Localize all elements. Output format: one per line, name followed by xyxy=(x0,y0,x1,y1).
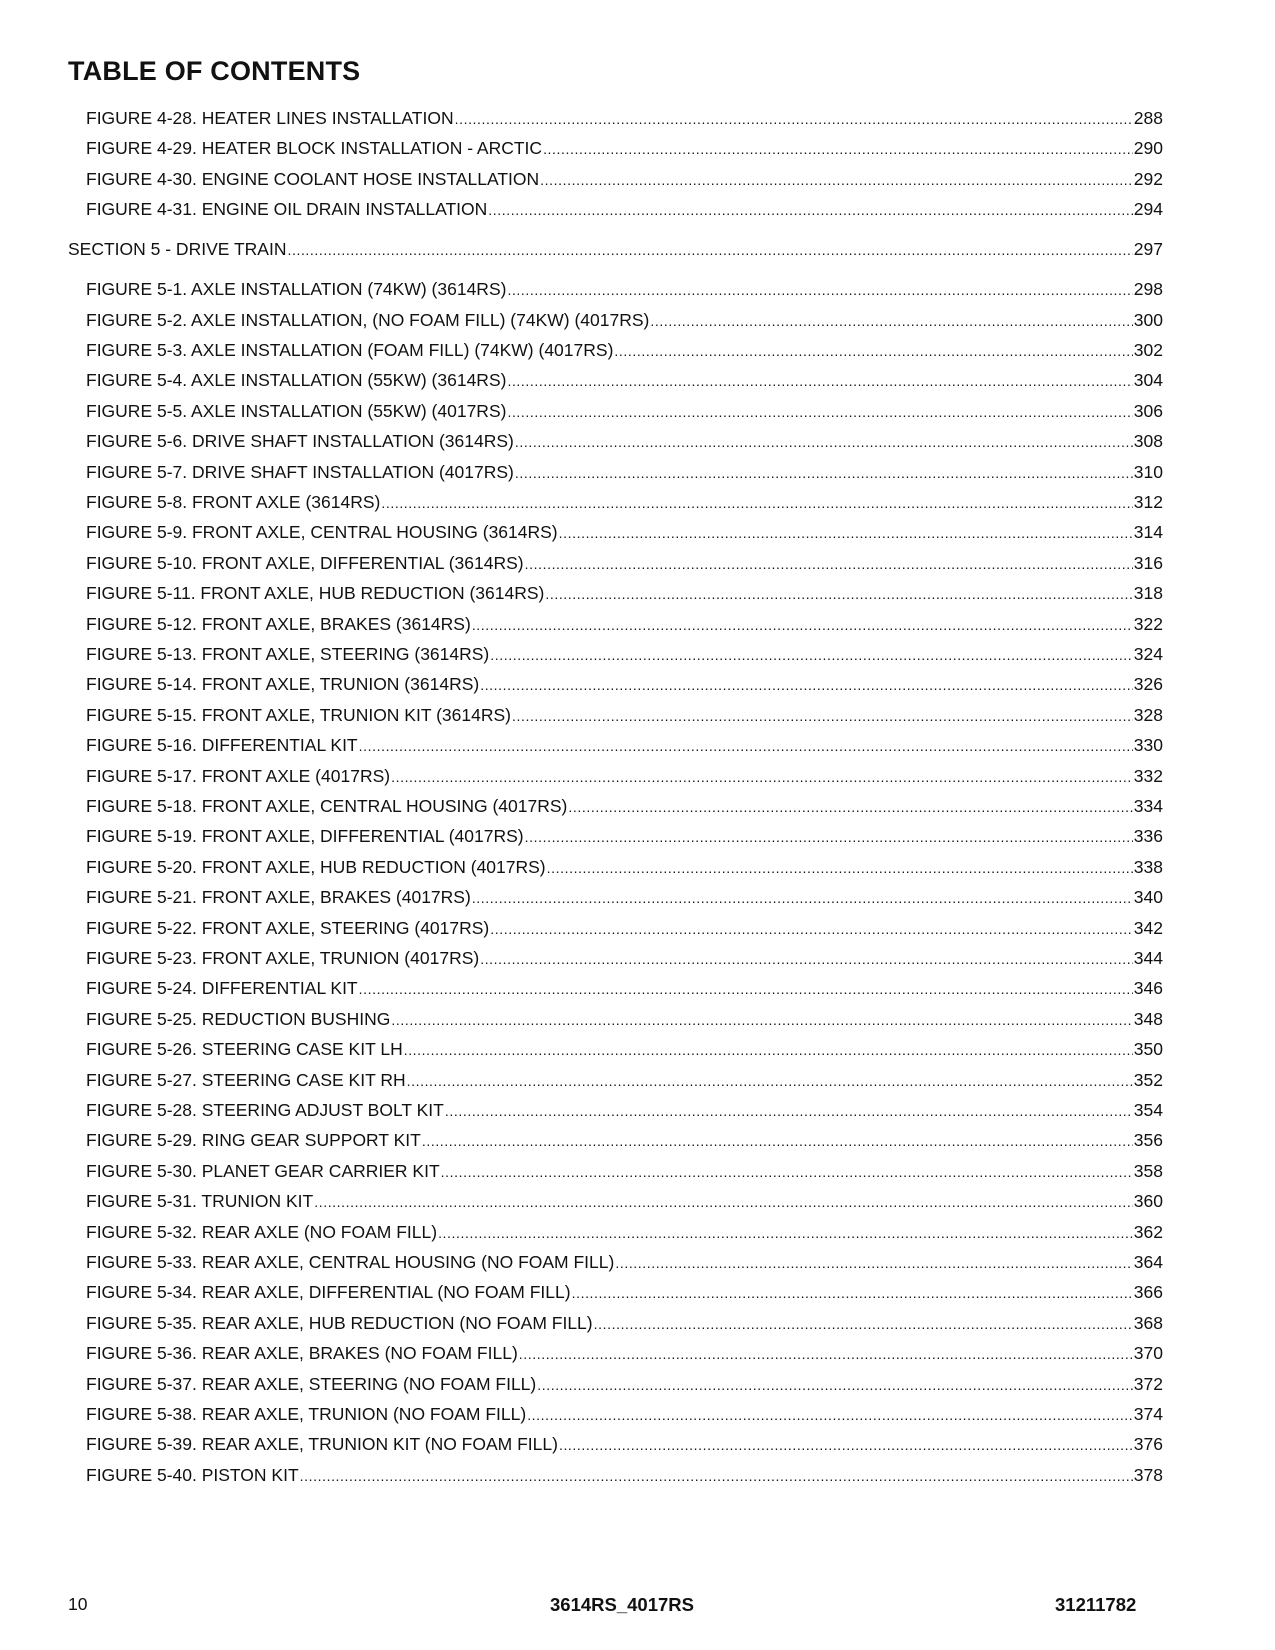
toc-entry-label: SECTION 5 - DRIVE TRAIN xyxy=(68,239,287,260)
toc-entry-label: FIGURE 5-6. DRIVE SHAFT INSTALLATION (3614RS) xyxy=(86,431,514,452)
toc-dot-leader xyxy=(537,1374,1133,1396)
toc-entry-page: 362 xyxy=(1133,1221,1163,1242)
toc-dot-leader xyxy=(472,614,1133,636)
footer-doc-number: 31211782 xyxy=(1055,1594,1137,1615)
toc-figure-entry[interactable] xyxy=(86,734,1163,757)
toc-figure-entry[interactable] xyxy=(86,552,1163,575)
toc-figure-entry[interactable] xyxy=(86,886,1163,909)
toc-dot-leader xyxy=(391,766,1133,788)
toc-entry-label: FIGURE 5-5. AXLE INSTALLATION (55KW) (4017RS) xyxy=(86,400,507,421)
toc-figure-entry[interactable] xyxy=(86,1008,1163,1031)
toc-entry-page: 372 xyxy=(1133,1373,1163,1394)
toc-entry-page: 304 xyxy=(1133,370,1163,391)
toc-entry-label: FIGURE 5-12. FRONT AXLE, BRAKES (3614RS) xyxy=(86,613,471,634)
toc-entry-label: FIGURE 4-29. HEATER BLOCK INSTALLATION - ARCTIC xyxy=(86,138,543,159)
toc-dot-leader xyxy=(422,1130,1133,1152)
toc-entry-page: 366 xyxy=(1133,1282,1163,1303)
toc-dot-leader xyxy=(572,1282,1133,1304)
toc-dot-leader xyxy=(359,735,1133,757)
toc-dot-leader xyxy=(404,1039,1133,1061)
toc-dot-leader xyxy=(287,239,1132,261)
toc-figure-entry[interactable] xyxy=(86,369,1163,392)
toc-dot-leader xyxy=(568,796,1132,818)
toc-figure-entry[interactable] xyxy=(86,430,1163,453)
toc-entry-label: FIGURE 5-20. FRONT AXLE, HUB REDUCTION (4017RS) xyxy=(86,856,546,877)
toc-entry-label: FIGURE 5-7. DRIVE SHAFT INSTALLATION (4017RS) xyxy=(86,461,514,482)
toc-dot-leader xyxy=(527,1404,1133,1426)
toc-entry-page: 342 xyxy=(1133,917,1163,938)
toc-dot-leader xyxy=(615,1252,1132,1274)
toc-dot-leader xyxy=(381,492,1132,514)
toc-figure-entry[interactable] xyxy=(86,825,1163,848)
toc-figure-entry[interactable] xyxy=(86,1464,1163,1487)
toc-dot-leader xyxy=(512,705,1133,727)
toc-entry-label: FIGURE 5-21. FRONT AXLE, BRAKES (4017RS) xyxy=(86,887,471,908)
toc-entry-page: 352 xyxy=(1133,1069,1163,1090)
toc-entry-page: 312 xyxy=(1133,492,1163,512)
toc-dot-leader xyxy=(488,199,1133,221)
toc-dot-leader xyxy=(515,462,1133,484)
toc-entry-page: 358 xyxy=(1133,1160,1163,1181)
toc-entry-label: FIGURE 5-23. FRONT AXLE, TRUNION (4017RS) xyxy=(86,948,480,968)
toc-dot-leader xyxy=(545,583,1132,605)
toc-entry-label: FIGURE 5-13. FRONT AXLE, STEERING (3614RS) xyxy=(86,644,490,664)
toc-dot-leader xyxy=(559,1434,1133,1456)
toc-figure-entry[interactable] xyxy=(86,1160,1163,1183)
toc-figure-entry[interactable] xyxy=(86,339,1163,362)
toc-entry-label: FIGURE 5-30. PLANET GEAR CARRIER KIT xyxy=(86,1160,440,1181)
toc-entry-page: 314 xyxy=(1133,522,1163,543)
toc-figure-entry[interactable] xyxy=(86,1281,1163,1304)
toc-entry-label: FIGURE 5-25. REDUCTION BUSHING xyxy=(86,1008,391,1029)
toc-entry-label: FIGURE 5-24. DIFFERENTIAL KIT xyxy=(86,978,358,999)
toc-dot-leader xyxy=(650,310,1132,332)
toc-entry-page: 334 xyxy=(1133,796,1163,816)
toc-figure-entry[interactable] xyxy=(86,1312,1163,1335)
toc-entry-label: FIGURE 5-2. AXLE INSTALLATION, (NO FOAM FILL) (74KW) (4017RS) xyxy=(86,309,650,330)
toc-dot-leader xyxy=(445,1100,1133,1122)
toc-entry-label: FIGURE 5-16. DIFFERENTIAL KIT xyxy=(86,735,358,756)
toc-dot-leader xyxy=(507,401,1132,423)
toc-dot-leader xyxy=(525,826,1133,848)
toc-figure-entry[interactable] xyxy=(86,107,1163,130)
toc-entry-label: FIGURE 5-29. RING GEAR SUPPORT KIT xyxy=(86,1130,421,1151)
toc-figure-entry[interactable] xyxy=(86,1069,1163,1092)
toc-entry-label: FIGURE 5-38. REAR AXLE, TRUNION (NO FOAM FILL) xyxy=(86,1404,527,1424)
toc-entry-page: 370 xyxy=(1133,1343,1163,1364)
toc-entry-label: FIGURE 5-22. FRONT AXLE, STEERING (4017RS) xyxy=(86,917,490,938)
toc-entry-label: FIGURE 5-36. REAR AXLE, BRAKES (NO FOAM FILL) xyxy=(86,1343,518,1364)
toc-entry-page: 356 xyxy=(1133,1130,1163,1151)
toc-entry-page: 310 xyxy=(1133,461,1163,482)
toc-entry-page: 328 xyxy=(1133,704,1163,725)
toc-entry-page: 332 xyxy=(1133,765,1163,786)
toc-figure-entry[interactable] xyxy=(86,168,1163,191)
toc-entry-label: FIGURE 5-39. REAR AXLE, TRUNION KIT (NO FOAM FILL) xyxy=(86,1434,558,1455)
toc-entry-label: FIGURE 5-26. STEERING CASE KIT LH xyxy=(86,1039,403,1060)
toc-figure-entry[interactable] xyxy=(86,278,1163,301)
toc-entry-page: 374 xyxy=(1133,1404,1163,1424)
toc-entry-label: FIGURE 5-35. REAR AXLE, HUB REDUCTION (NO FOAM FILL) xyxy=(86,1312,593,1333)
toc-figure-entry[interactable] xyxy=(86,704,1163,727)
toc-entry-page: 326 xyxy=(1133,674,1163,695)
toc-entry-label: FIGURE 5-15. FRONT AXLE, TRUNION KIT (3614RS) xyxy=(86,704,511,725)
toc-figure-entry[interactable] xyxy=(86,198,1163,221)
toc-figure-entry[interactable] xyxy=(86,1190,1163,1213)
toc-dot-leader xyxy=(391,1009,1132,1031)
toc-dot-leader xyxy=(359,978,1133,1000)
toc-dot-leader xyxy=(525,553,1133,575)
toc-entry-page: 354 xyxy=(1133,1100,1163,1120)
toc-entry-page: 330 xyxy=(1133,735,1163,756)
toc-dot-leader xyxy=(441,1161,1133,1183)
toc-entry-label: FIGURE 5-3. AXLE INSTALLATION (FOAM FILL) (74KW) (4017RS) xyxy=(86,340,614,360)
toc-entry-label: FIGURE 5-10. FRONT AXLE, DIFFERENTIAL (3614RS) xyxy=(86,552,524,573)
toc-figure-entry[interactable] xyxy=(86,1342,1163,1365)
toc-figure-entry[interactable] xyxy=(86,947,1163,970)
toc-figure-entry[interactable] xyxy=(86,1221,1163,1244)
toc-dot-leader xyxy=(314,1191,1133,1213)
toc-entry-label: FIGURE 5-27. STEERING CASE KIT RH xyxy=(86,1069,406,1090)
toc-entry-page: 302 xyxy=(1133,340,1163,360)
toc-figure-entry[interactable] xyxy=(86,977,1163,1000)
toc-figure-entry[interactable] xyxy=(86,1099,1163,1122)
toc-entry-label: FIGURE 5-14. FRONT AXLE, TRUNION (3614RS) xyxy=(86,674,480,695)
toc-figure-entry[interactable] xyxy=(86,673,1163,696)
toc-dot-leader xyxy=(540,169,1133,191)
toc-entry-label: FIGURE 4-30. ENGINE COOLANT HOSE INSTALLATION xyxy=(86,168,540,189)
toc-dot-leader xyxy=(480,674,1133,696)
toc-dot-leader xyxy=(559,522,1133,544)
toc-entry-page: 306 xyxy=(1133,400,1163,421)
toc-dot-leader xyxy=(490,918,1133,940)
toc-figure-entry[interactable] xyxy=(86,1038,1163,1061)
toc-entry-page: 292 xyxy=(1133,168,1163,189)
toc-entry-label: FIGURE 5-32. REAR AXLE (NO FOAM FILL) xyxy=(86,1221,438,1242)
toc-entry-label: FIGURE 5-34. REAR AXLE, DIFFERENTIAL (NO FOAM FILL) xyxy=(86,1282,571,1303)
toc-figure-entry[interactable] xyxy=(86,137,1163,160)
toc-entry-label: FIGURE 5-1. AXLE INSTALLATION (74KW) (3614RS) xyxy=(86,279,507,300)
toc-entry-label: FIGURE 5-40. PISTON KIT xyxy=(86,1464,299,1485)
toc-figure-entry[interactable] xyxy=(86,582,1163,605)
toc-dot-leader xyxy=(515,431,1133,453)
toc-entry-label: FIGURE 4-31. ENGINE OIL DRAIN INSTALLATION xyxy=(86,199,488,220)
toc-entry-page: 300 xyxy=(1133,309,1163,330)
toc-dot-leader xyxy=(455,108,1133,130)
toc-entry-page: 338 xyxy=(1133,856,1163,877)
toc-entry-page: 360 xyxy=(1133,1191,1163,1212)
toc-dot-leader xyxy=(300,1465,1133,1487)
toc-dot-leader xyxy=(543,138,1133,160)
toc-entry-page: 376 xyxy=(1133,1434,1163,1455)
toc-figure-entry[interactable] xyxy=(86,1433,1163,1456)
toc-dot-leader xyxy=(547,857,1133,879)
toc-entry-label: FIGURE 5-19. FRONT AXLE, DIFFERENTIAL (4017RS) xyxy=(86,826,524,847)
toc-dot-leader xyxy=(407,1070,1133,1092)
toc-dot-leader xyxy=(490,644,1133,666)
toc-figure-entry[interactable] xyxy=(86,1129,1163,1152)
toc-entry-label: FIGURE 4-28. HEATER LINES INSTALLATION xyxy=(86,108,454,128)
toc-dot-leader xyxy=(472,887,1133,909)
toc-entry-label: FIGURE 5-31. TRUNION KIT xyxy=(86,1191,314,1212)
toc-entry-page: 378 xyxy=(1133,1464,1163,1485)
toc-entry-page: 290 xyxy=(1133,138,1163,159)
toc-dot-leader xyxy=(507,279,1132,301)
toc-entry-label: FIGURE 5-28. STEERING ADJUST BOLT KIT xyxy=(86,1100,444,1120)
toc-dot-leader xyxy=(519,1343,1133,1365)
toc-figure-entry[interactable] xyxy=(86,461,1163,484)
toc-dot-leader xyxy=(614,340,1132,362)
toc-figure-entry[interactable] xyxy=(86,521,1163,544)
footer-page-number: 10 xyxy=(68,1594,88,1614)
toc-entry-page: 324 xyxy=(1133,644,1163,664)
toc-entry-page: 336 xyxy=(1133,826,1163,847)
toc-entry-page: 344 xyxy=(1133,948,1163,968)
toc-dot-leader xyxy=(438,1222,1133,1244)
toc-entry-label: FIGURE 5-11. FRONT AXLE, HUB REDUCTION (3614RS) xyxy=(86,583,545,604)
toc-entry-page: 298 xyxy=(1133,279,1163,300)
toc-entry-label: FIGURE 5-33. REAR AXLE, CENTRAL HOUSING (NO FOAM FILL) xyxy=(86,1252,615,1272)
toc-entry-page: 322 xyxy=(1133,613,1163,634)
toc-figure-entry[interactable] xyxy=(86,765,1163,788)
toc-entry-page: 340 xyxy=(1133,887,1163,908)
toc-entry-label: FIGURE 5-9. FRONT AXLE, CENTRAL HOUSING (3614RS) xyxy=(86,522,558,543)
toc-entry-page: 297 xyxy=(1133,239,1163,260)
toc-entry-page: 368 xyxy=(1133,1312,1163,1333)
toc-dot-leader xyxy=(507,370,1132,392)
toc-entry-label: FIGURE 5-18. FRONT AXLE, CENTRAL HOUSING (4017RS) xyxy=(86,796,568,816)
toc-figure-entry[interactable] xyxy=(86,1251,1163,1274)
toc-figure-entry[interactable] xyxy=(86,491,1163,514)
toc-figure-entry[interactable] xyxy=(86,1373,1163,1396)
toc-entry-label: FIGURE 5-8. FRONT AXLE (3614RS) xyxy=(86,492,381,512)
toc-entry-page: 308 xyxy=(1133,431,1163,452)
toc-section-entry[interactable] xyxy=(68,238,1163,261)
toc-entry-page: 318 xyxy=(1133,583,1163,604)
toc-entry-label: FIGURE 5-37. REAR AXLE, STEERING (NO FOAM FILL) xyxy=(86,1373,537,1394)
page-title: TABLE OF CONTENTS xyxy=(68,56,361,86)
toc-entry-page: 288 xyxy=(1133,108,1163,128)
toc-dot-leader xyxy=(480,948,1133,970)
toc-figure-entry[interactable] xyxy=(86,309,1163,332)
toc-entry-page: 348 xyxy=(1133,1008,1163,1029)
toc-dot-leader xyxy=(594,1313,1133,1335)
toc-figure-entry[interactable] xyxy=(86,917,1163,940)
toc-entry-label: FIGURE 5-17. FRONT AXLE (4017RS) xyxy=(86,765,391,786)
toc-entry-page: 350 xyxy=(1133,1039,1163,1060)
toc-figure-entry[interactable] xyxy=(86,400,1163,423)
toc-entry-page: 346 xyxy=(1133,978,1163,999)
toc-figure-entry[interactable] xyxy=(86,795,1163,818)
toc-figure-entry[interactable] xyxy=(86,1403,1163,1426)
toc-entry-label: FIGURE 5-4. AXLE INSTALLATION (55KW) (3614RS) xyxy=(86,370,507,391)
toc-figure-entry[interactable] xyxy=(86,613,1163,636)
footer-model: 3614RS_4017RS xyxy=(550,1594,694,1615)
toc-entry-page: 316 xyxy=(1133,552,1163,573)
toc-figure-entry[interactable] xyxy=(86,856,1163,879)
toc-entry-page: 364 xyxy=(1133,1252,1163,1272)
toc-figure-entry[interactable] xyxy=(86,643,1163,666)
toc-entry-page: 294 xyxy=(1133,199,1163,220)
